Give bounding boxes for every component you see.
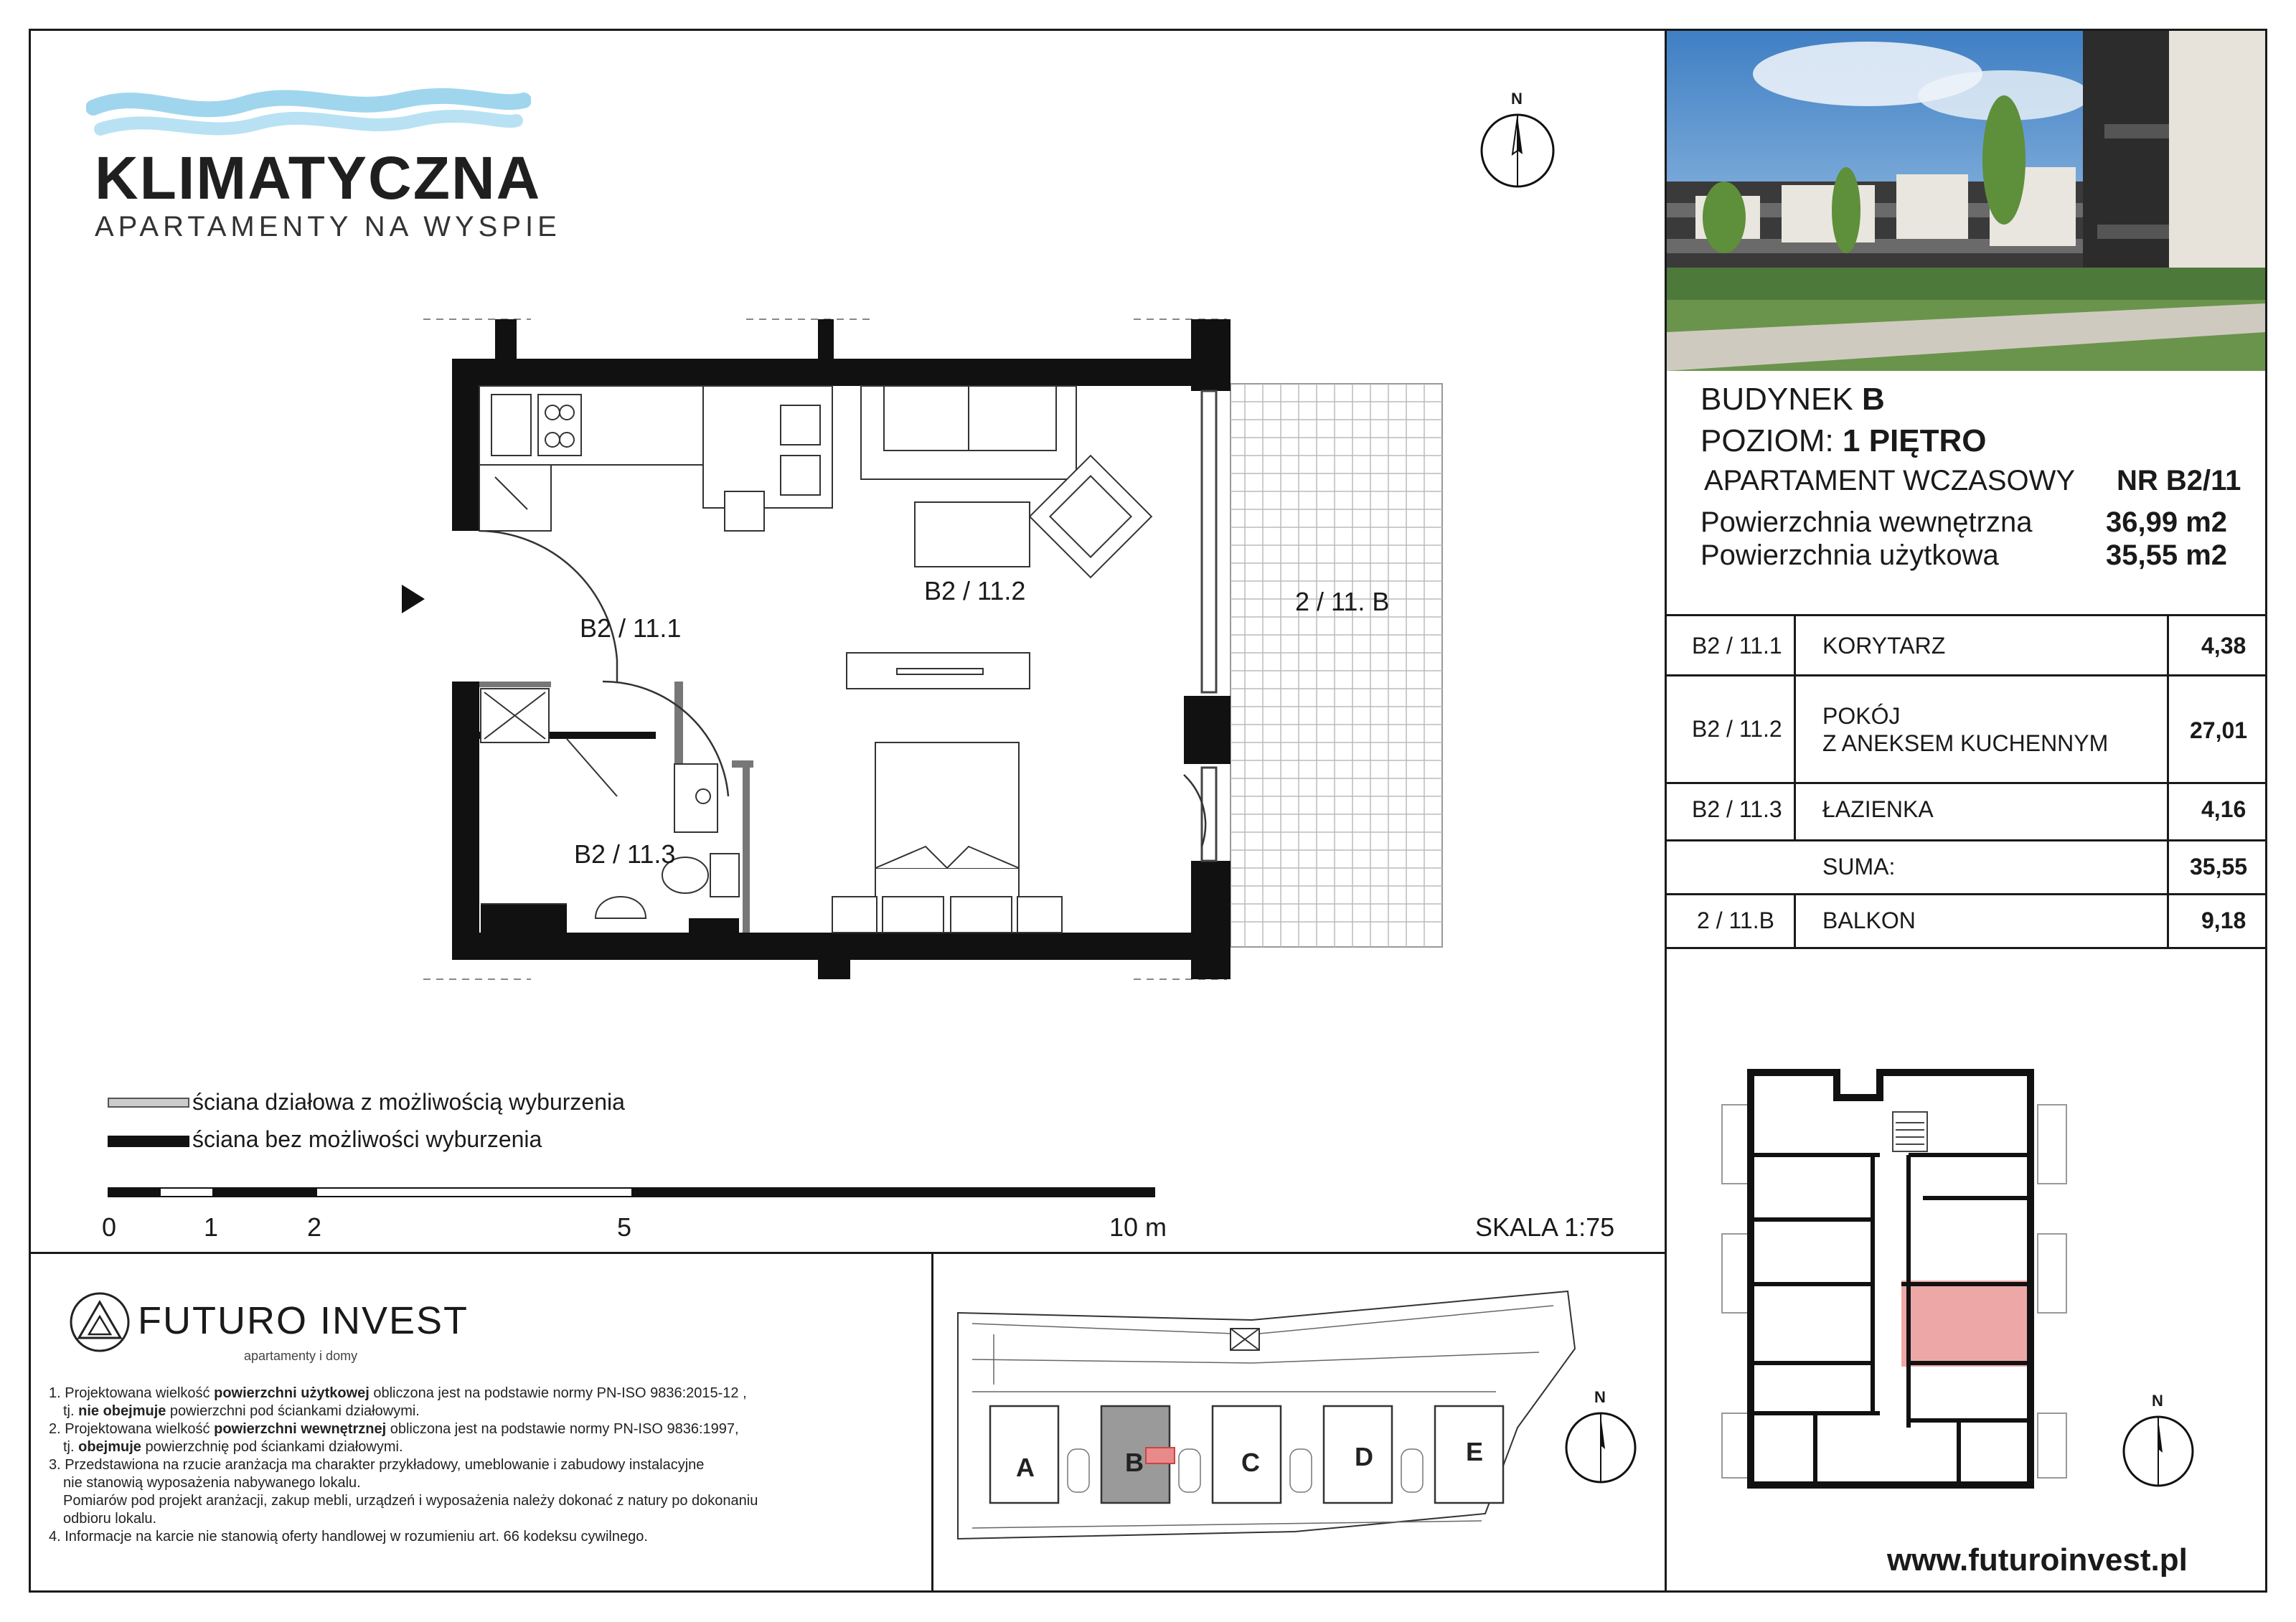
compass-top: [1478, 90, 1557, 190]
compass-key: [2120, 1392, 2199, 1492]
note-2-cont: tj. obejmuje powierzchnię pod ściankami działowymi.: [63, 1439, 403, 1455]
scale-tick-5: 5: [617, 1212, 632, 1242]
site-building-e: E: [1466, 1437, 1484, 1466]
scale-bar: [108, 1187, 1155, 1197]
scale-tick-0: 0: [102, 1212, 117, 1242]
coffee-table: [915, 502, 1030, 567]
developer-name: FUTURO INVEST: [138, 1299, 469, 1342]
table-row-line: [1667, 893, 2267, 895]
building-rendering: [1667, 31, 2265, 371]
compass-icon: [1563, 1410, 1639, 1486]
area-inner-value: 36,99 m2: [2106, 506, 2228, 538]
table-top-line: [1667, 614, 2267, 616]
compass-key-letter: N: [2152, 1392, 2163, 1410]
building-key-plan: [1708, 1055, 2081, 1528]
developer-tagline: apartamenty i domy: [244, 1349, 358, 1363]
room-label-living: B2 / 11.2: [924, 576, 1026, 605]
table-balcony-area: 9,18: [2201, 907, 2246, 933]
apartment-type: APARTAMENT WCZASOWY: [1704, 465, 2076, 496]
table-area-3: 4,16: [2201, 796, 2246, 822]
floor-plan: [402, 301, 1478, 1004]
note-4: 4. Informacje na karcie nie stanowią oferty handlowej w rozumieniu art. 66 kodeksu cywilnego.: [49, 1529, 648, 1545]
note-3b: nie stanowią wyposażenia nabywanego lokalu.: [63, 1475, 361, 1491]
level-line: POZIOM: 1 PIĘTRO: [1700, 423, 1987, 458]
futuro-logo-icon: [69, 1291, 131, 1353]
table-code-3: B2 / 11.3: [1692, 796, 1782, 822]
apartment-number: NR B2/11: [2117, 465, 2241, 496]
area-inner-label: Powierzchnia wewnętrzna: [1700, 506, 2033, 538]
table-name-2: POKÓJ: [1822, 703, 1901, 729]
brand-title: KLIMATYCZNA: [95, 144, 542, 212]
balcony-grid: [1231, 384, 1442, 947]
note-2: 2. Projektowana wielkość powierzchni wewnętrznej obliczona jest na podstawie normy PN-ISO 9836:1997,: [49, 1421, 739, 1437]
note-1: 1. Projektowana wielkość powierzchni użytkowej obliczona jest na podstawie normy PN-ISO 9836:2015-12 ,: [49, 1385, 747, 1401]
table-row-line: [1667, 782, 2267, 784]
note-3d: odbioru lokalu.: [63, 1511, 157, 1527]
table-name-3: ŁAZIENKA: [1822, 796, 1934, 822]
scale-tick-1: 1: [204, 1212, 219, 1242]
area-usable-value: 35,55 m2: [2106, 539, 2228, 571]
scale-tick-10: 10 m: [1109, 1212, 1167, 1242]
table-row-line: [1667, 674, 2267, 676]
site-building-a: A: [1016, 1453, 1035, 1482]
compass-site-letter: N: [1594, 1388, 1606, 1406]
note-1-cont: tj. nie obejmuje powierzchni pod ściankami działowymi.: [63, 1403, 420, 1419]
site-building-d: D: [1355, 1442, 1373, 1471]
dining-table: [703, 386, 832, 531]
table-area-1: 4,38: [2201, 633, 2246, 659]
room-label-corridor: B2 / 11.1: [580, 613, 682, 643]
footer-divider: [29, 1252, 1666, 1254]
website-link[interactable]: www.futuroinvest.pl: [1887, 1542, 2188, 1578]
table-col-line: [1794, 614, 1796, 839]
table-sum-label: SUMA:: [1822, 854, 1896, 880]
table-sum-value: 35,55: [2190, 854, 2248, 880]
site-plan: [951, 1284, 1582, 1550]
sofa: [861, 386, 1076, 479]
room-label-balcony: 2 / 11. B: [1295, 587, 1390, 616]
note-3c: Pomiarów pod projekt aranżacji, zakup mebli, urządzeń i wyposażenia należy dokonać z natury po dokonaniu: [63, 1493, 758, 1509]
legend-partition-text: ściana działowa z możliwością wyburzenia: [192, 1089, 625, 1115]
table-bottom-line: [1667, 947, 2267, 949]
compass-icon: [2120, 1413, 2196, 1489]
table-balcony-name: BALKON: [1822, 907, 1916, 933]
apartment-highlight: [1901, 1281, 2031, 1367]
scale-tick-2: 2: [307, 1212, 322, 1242]
compass-site: [1563, 1388, 1642, 1489]
table-col-line: [1794, 893, 1796, 947]
legend-structural-swatch: [108, 1136, 189, 1147]
compass-icon: [1478, 111, 1557, 190]
site-building-c: C: [1241, 1448, 1260, 1477]
footer-split: [931, 1252, 933, 1593]
building-line: BUDYNEK B: [1700, 382, 1885, 417]
room-label-bath: B2 / 11.3: [574, 839, 676, 869]
table-name-2b: Z ANEKSEM KUCHENNYM: [1822, 730, 2109, 756]
bed: [832, 742, 1062, 933]
compass-letter: N: [1511, 90, 1523, 108]
table-row-line: [1667, 839, 2267, 841]
table-balcony-code: 2 / 11.B: [1697, 907, 1774, 933]
scale-label: SKALA 1:75: [1475, 1212, 1615, 1242]
bathroom-fixtures: [481, 689, 739, 918]
legal-notes: [49, 1385, 924, 1546]
table-name-1: KORYTARZ: [1822, 633, 1946, 659]
legend-partition-swatch: [108, 1098, 189, 1108]
brand-subtitle: APARTAMENTY NA WYSPIE: [95, 211, 561, 242]
table-code-1: B2 / 11.1: [1692, 633, 1782, 659]
entry-arrow-icon: [402, 585, 425, 613]
legend-structural-text: ściana bez możliwości wyburzenia: [192, 1126, 542, 1152]
site-building-b: B: [1125, 1448, 1144, 1477]
note-3: 3. Przedstawiona na rzucie aranżacja ma charakter przykładowy, umeblowanie i zabudowy instalacyjne: [49, 1457, 705, 1473]
wave-logo: [86, 79, 531, 151]
table-col-line: [2167, 614, 2169, 947]
table-code-2: B2 / 11.2: [1692, 716, 1782, 742]
table-area-2: 27,01: [2190, 717, 2248, 743]
area-usable-label: Powierzchnia użytkowa: [1700, 539, 1999, 571]
